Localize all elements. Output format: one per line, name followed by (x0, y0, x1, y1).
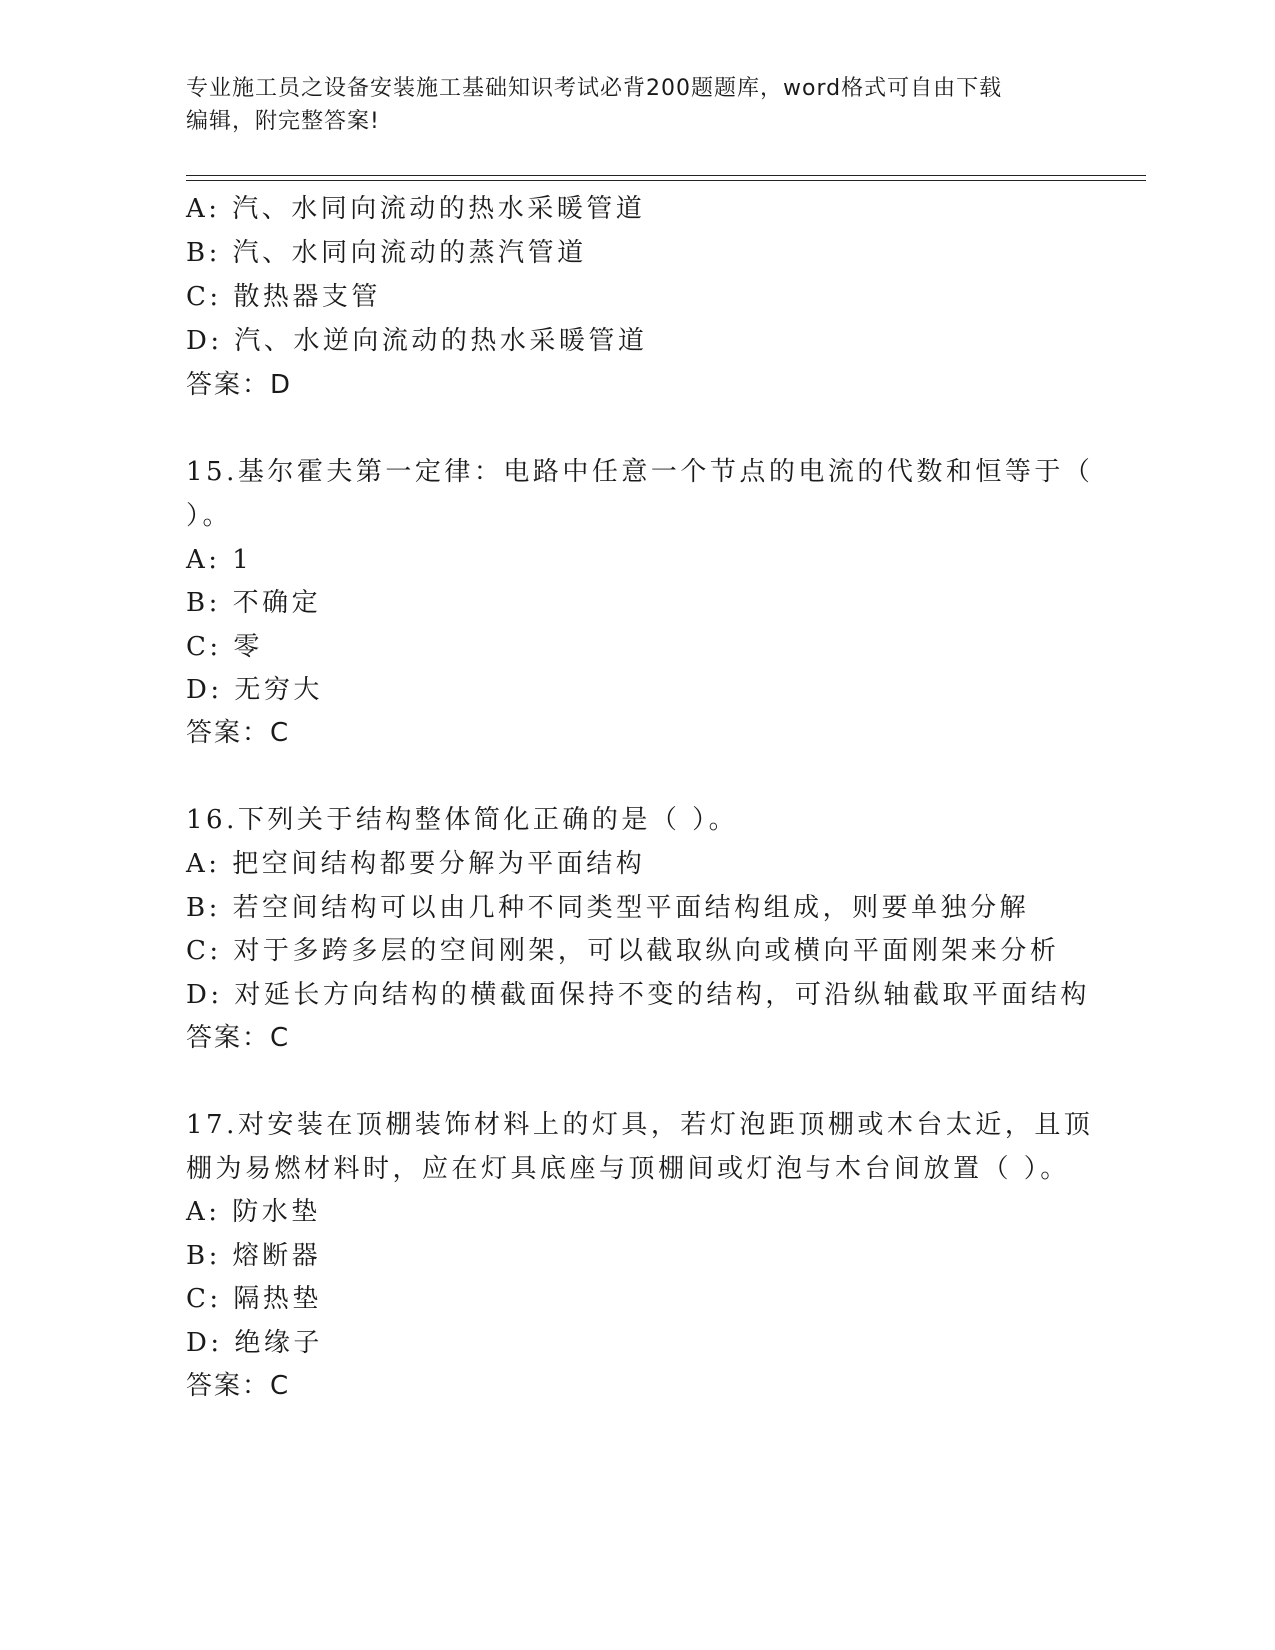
header-note-line-1: 专业施工员之设备安装施工基础知识考试必背200题题库，word格式可自由下载 (186, 76, 1003, 101)
q17-stem-line-2: 棚为易燃材料时，应在灯具底座与顶棚间或灯泡与木台间放置（ ）。 (186, 1154, 1070, 1184)
q15-answer: 答案：C (186, 718, 291, 748)
q14-answer: 答案：D (186, 370, 293, 400)
q14-option-b: B: 汽、水同向流动的蒸汽管道 (186, 238, 587, 268)
q14-option-c: C: 散热器支管 (186, 282, 381, 312)
q14-option-d: D: 汽、水逆向流动的热水采暖管道 (186, 326, 648, 356)
q17-stem-line-1: 17.对安装在顶棚装饰材料上的灯具，若灯泡距顶棚或木台太近，且顶 (186, 1110, 1094, 1140)
q17-answer: 答案：C (186, 1371, 291, 1401)
q16-option-d: D: 对延长方向结构的横截面保持不变的结构，可沿纵轴截取平面结构 (186, 980, 1090, 1010)
q15-stem-line-2: ）。 (186, 501, 233, 531)
header-note-line-2: 编辑，附完整答案! (186, 109, 380, 134)
q17-option-b: B: 熔断器 (186, 1241, 322, 1271)
q17-option-d: D: 绝缘子 (186, 1328, 323, 1358)
q14-option-a: A: 汽、水同向流动的热水采暖管道 (186, 194, 646, 224)
q15-option-a: A: 1 (186, 545, 253, 575)
q16-option-b: B: 若空间结构可以由几种不同类型平面结构组成，则要单独分解 (186, 893, 1030, 923)
q16-option-a: A: 把空间结构都要分解为平面结构 (186, 849, 646, 879)
header-note (186, 72, 1086, 138)
document-page (186, 0, 1146, 1650)
header-divider-bottom (186, 180, 1146, 181)
q15-option-c: C: 零 (186, 632, 263, 662)
q16-option-c: C: 对于多跨多层的空间刚架，可以截取纵向或横向平面刚架来分析 (186, 936, 1060, 966)
q15-option-b: B: 不确定 (186, 588, 322, 618)
q17-option-c: C: 隔热垫 (186, 1284, 322, 1314)
q15-option-d: D: 无穷大 (186, 675, 323, 705)
q16-answer: 答案：C (186, 1023, 291, 1053)
q17-option-a: A: 防水垫 (186, 1197, 321, 1227)
q16-stem: 16.下列关于结构整体简化正确的是（ ）。 (186, 805, 739, 835)
q15-stem-line-1: 15.基尔霍夫第一定律：电路中任意一个节点的电流的代数和恒等于（ (186, 457, 1094, 487)
header-divider-top (186, 175, 1146, 176)
